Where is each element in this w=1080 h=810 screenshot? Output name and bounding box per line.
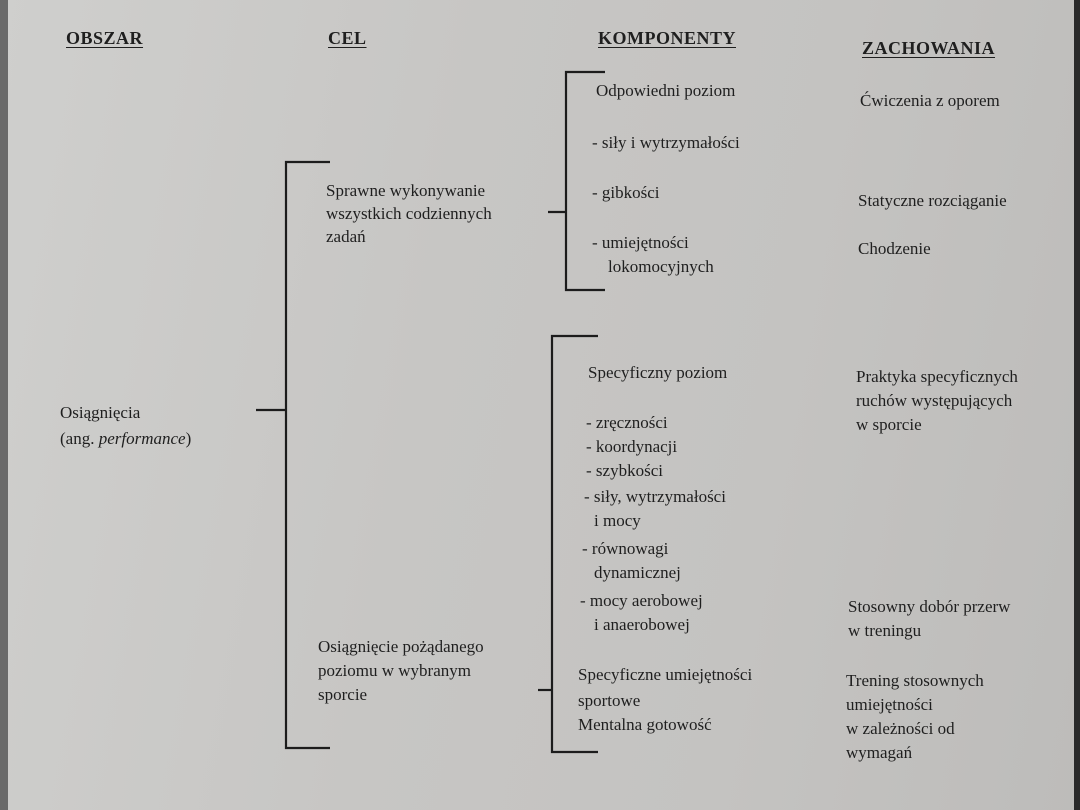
komponenty-g1-umiejetnosci-1: - umiejętności [592, 233, 689, 252]
zachowania-trening-3: w zależności od [846, 719, 955, 738]
zachowania-chodzenie: Chodzenie [858, 239, 931, 258]
komponenty-g2-item: i mocy [594, 511, 641, 530]
komponenty-g2-title: Specyficzny poziom [588, 363, 728, 382]
zachowania-praktyka-2: ruchów występujących [856, 391, 1013, 410]
komponenty-g3-line2: sportowe [578, 691, 641, 710]
komponenty-g2-item: - zręczności [586, 413, 668, 432]
header-komponenty: KOMPONENTY [598, 28, 736, 48]
komponenty-g2-item: - szybkości [586, 461, 663, 480]
cel-item1-line1: Sprawne wykonywanie [326, 181, 486, 200]
cel-item2-line2: poziomu w wybranym [318, 661, 471, 680]
cel-item1-line2: wszystkich codziennych [326, 204, 492, 223]
komponenty-g3-line3: Mentalna gotowość [578, 715, 712, 734]
komponenty-g3-line1: Specyficzne umiejętności [578, 665, 753, 684]
zachowania-trening-2: umiejętności [846, 695, 933, 714]
zachowania-praktyka-1: Praktyka specyficznych [856, 367, 1018, 386]
zachowania-cwiczenia: Ćwiczenia z oporem [860, 91, 1000, 110]
cel-item2-line3: sporcie [318, 685, 368, 704]
bracket-komponenty-1 [566, 72, 605, 290]
komponenty-g1-umiejetnosci-2: lokomocyjnych [608, 257, 714, 276]
obszar-line2: (ang. performance) [60, 429, 192, 448]
komponenty-g1-gibkosci: - gibkości [592, 183, 660, 202]
header-zachowania: ZACHOWANIA [862, 38, 996, 58]
zachowania-rozciaganie: Statyczne rozciąganie [858, 191, 1007, 210]
komponenty-g2-item: - koordynacji [586, 437, 678, 456]
komponenty-g2-item: - mocy aerobowej [580, 591, 703, 610]
komponenty-g1-sily: - siły i wytrzymałości [592, 133, 740, 152]
zachowania-przerwy-1: Stosowny dobór przerw [848, 597, 1011, 616]
obszar-line1: Osiągnięcia [60, 403, 141, 422]
zachowania-trening-4: wymagań [846, 743, 913, 762]
komponenty-g2-item: - równowagi [582, 539, 669, 558]
zachowania-przerwy-2: w treningu [848, 621, 922, 640]
zachowania-trening-1: Trening stosownych [846, 671, 984, 690]
komponenty-g2-item: - siły, wytrzymałości [584, 487, 726, 506]
header-obszar: OBSZAR [66, 28, 144, 48]
komponenty-g2-item: dynamicznej [594, 563, 681, 582]
zachowania-praktyka-3: w sporcie [856, 415, 922, 434]
komponenty-g2-item: i anaerobowej [594, 615, 690, 634]
komponenty-g1-title: Odpowiedni poziom [596, 81, 736, 100]
cel-item1-line3: zadań [326, 227, 366, 246]
header-cel: CEL [328, 28, 367, 48]
cel-item2-line1: Osiągnięcie pożądanego [318, 637, 484, 656]
